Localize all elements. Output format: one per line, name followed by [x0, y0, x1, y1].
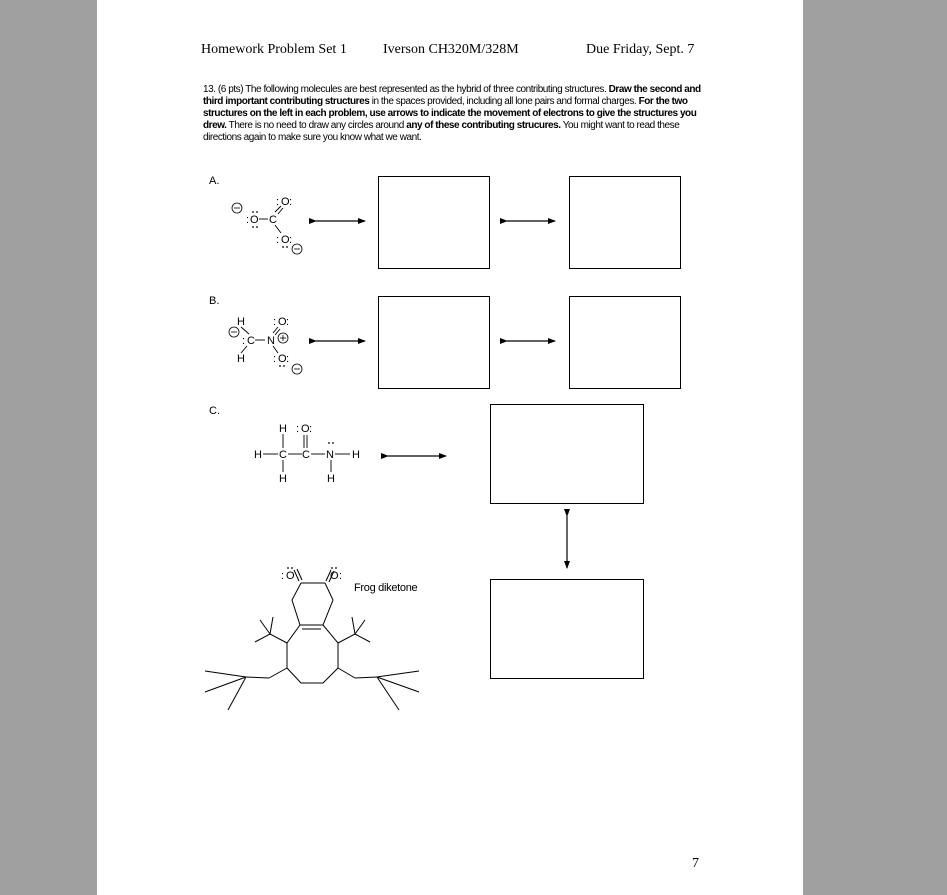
problem-number: 13. — [203, 84, 216, 95]
svg-text:C: C — [302, 449, 310, 461]
svg-text::: : — [289, 234, 293, 246]
svg-text:H: H — [279, 423, 287, 435]
svg-text:H: H — [279, 473, 287, 485]
svg-text:C: C — [247, 335, 255, 347]
instructions-part-4: You might want to read these directions again to make sure you know what we want. — [203, 120, 680, 143]
svg-text::: : — [276, 234, 280, 246]
svg-text:C: C — [269, 214, 277, 226]
instructions-bold-3: any of these contributing strucures. — [406, 120, 561, 131]
svg-text::: : — [246, 214, 250, 226]
svg-text::: : — [273, 316, 277, 328]
header-due-date: Due Friday, Sept. 7 — [586, 42, 695, 57]
problem-c-label: C. — [209, 405, 220, 417]
svg-text:H: H — [254, 449, 262, 461]
svg-text::: : — [289, 196, 293, 208]
svg-text:H: H — [327, 473, 335, 485]
svg-text:N: N — [267, 335, 275, 347]
frog-diketone-label: Frog diketone — [354, 582, 418, 594]
svg-text:O: O — [330, 570, 339, 582]
instructions-intro: The following molecules are best represented as the hybrid of three contributing structures. — [245, 84, 607, 95]
svg-text:O: O — [281, 196, 290, 208]
header-course-set: Homework Problem Set 1 — [201, 42, 347, 57]
problem-a-label: A. — [209, 175, 220, 187]
svg-text:O: O — [301, 423, 310, 435]
header-course-code: Iverson CH320M/328M — [383, 42, 519, 57]
instructions-part-3: There is no need to draw any circles around — [228, 120, 404, 131]
svg-text::: : — [281, 570, 285, 582]
svg-text:H: H — [352, 449, 360, 461]
svg-text::: : — [242, 335, 246, 347]
svg-text:H: H — [237, 316, 245, 328]
svg-text::: : — [309, 423, 313, 435]
svg-text::: : — [286, 316, 290, 328]
svg-text::: : — [296, 423, 300, 435]
svg-text:O: O — [278, 316, 287, 328]
svg-text::: : — [273, 353, 277, 365]
svg-text:O: O — [281, 234, 290, 246]
svg-text:O: O — [278, 353, 287, 365]
svg-text:H: H — [237, 353, 245, 365]
instructions-part-2: in the spaces provided, including all lone pairs and formal charges. — [371, 96, 637, 107]
problem-b-label: B. — [209, 295, 220, 307]
svg-text:N: N — [326, 449, 334, 461]
document-page — [97, 0, 803, 895]
page-number: 7 — [692, 856, 699, 871]
svg-text::: : — [276, 196, 280, 208]
svg-text:C: C — [279, 449, 287, 461]
problem-points: (6 pts) — [217, 84, 244, 95]
svg-text::: : — [286, 353, 290, 365]
instructions-bold-1: Draw the second and third important contributing structures — [203, 84, 701, 107]
instructions-bold-2: For the two structures on the left in each problem, use arrows to indicate the movement of electrons to give the structures you drew. — [203, 96, 697, 131]
svg-text:O: O — [250, 214, 259, 226]
svg-text::: : — [339, 570, 343, 582]
molecule-frog-diketone-structure — [97, 0, 803, 895]
svg-text:O: O — [286, 570, 295, 582]
